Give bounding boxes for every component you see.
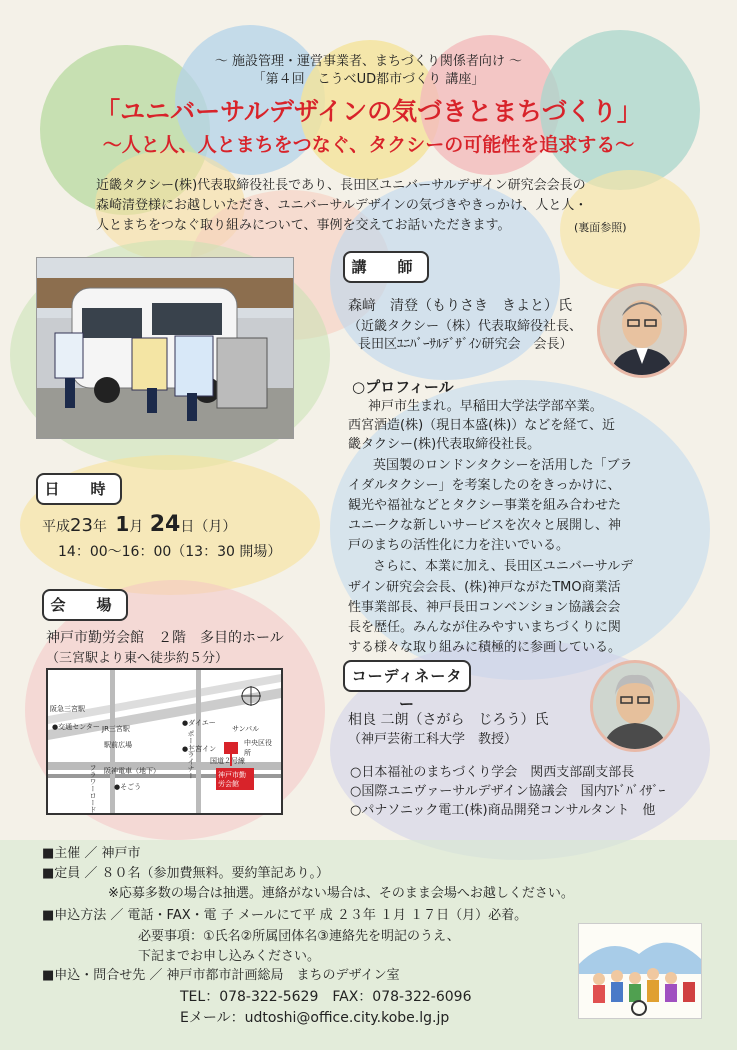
map-label-jr: JR三宮駅 xyxy=(102,725,130,733)
coordinator-label: コーディネーター xyxy=(343,660,471,692)
map-label-kotsu: ●交通センター xyxy=(52,723,100,731)
map-label-hankyu: 阪急三宮駅 xyxy=(50,705,85,713)
profile-line: ザイン研究会会長、(株)神戸ながたTMO商業活 xyxy=(348,580,621,595)
lecturer-portrait xyxy=(597,283,687,378)
footer-capacity-note: ※応募多数の場合は抽選。連絡がない場合は、そのまま会場へお越しください。 xyxy=(108,886,574,901)
date-month: 1 xyxy=(115,512,130,536)
profile-heading: ○プロフィール xyxy=(352,378,454,396)
map-label-sunpal: サンパル xyxy=(232,725,260,733)
footer-capacity: ■定員 ／ ８０名（参加費無料。要約筆記あり。） xyxy=(42,866,330,881)
coordinator-role: （神戸芸術工科大学 教授） xyxy=(348,732,518,747)
coordinator-title: ○日本福祉のまちづくり学会 関西支部副支部長 xyxy=(350,765,635,780)
venue-label: 会 場 xyxy=(42,589,128,621)
lecturer-role-1: （近畿タクシー（株）代表取締役社長、 xyxy=(348,319,583,334)
date-line xyxy=(42,512,236,537)
coordinator-title: ○パナソニック電工(株)商品開発コンサルタント 他 xyxy=(350,803,656,818)
date-nen: 年 xyxy=(92,519,107,535)
footer-apply-note-1: 必要事項：①氏名②所属団体名③連絡先を明記のうえ、 xyxy=(138,929,460,944)
profile-line: 性事業部長、神戸長田コンベンション協議会会 xyxy=(348,600,621,615)
map-label-hanshin: 阪神電車（地下） xyxy=(104,767,160,775)
footer-apply-note-2: 下記までお申し込みください。 xyxy=(138,949,321,964)
profile-line: さらに、本業に加え、長田区ユニバーサルデ xyxy=(373,559,634,574)
profile-line: イダルタクシー」を考案したのをきっかけに、 xyxy=(348,478,621,493)
intro-line-1: 近畿タクシー(株)代表取締役社長であり、長田区ユニバーサルデザイン研究会会長の xyxy=(96,178,586,193)
coordinator-portrait-illustration xyxy=(593,663,677,749)
profile-line: 西宮酒造(株)（現日本盛(株)）などを経て、近 xyxy=(348,418,616,433)
date-weekday: （月） xyxy=(194,519,237,535)
profile-line: 神戸市生まれ。早稲田大学法学部卒業。 xyxy=(368,399,603,414)
footer-apply: ■申込方法 ／ 電話・FAX・電 子 メールにて平 成 ２３年 １月 １７日（月）必着。 xyxy=(42,908,528,923)
map-label-sogo: ●そごう xyxy=(114,783,142,791)
profile-line: 戸のまちの活性化に力を注いでいる。 xyxy=(348,538,570,553)
venue-map xyxy=(46,668,283,815)
venue-name: 神戸市勤労会館 ２階 多目的ホール xyxy=(46,630,284,646)
map-label-venue: 神戸市勤労会館 xyxy=(218,771,246,788)
subtitle: ～人と人、人とまちをつなぐ、タクシーの可能性を追求する～ xyxy=(102,134,635,156)
date-label: 日 時 xyxy=(36,473,122,505)
date-year: 23 xyxy=(70,515,93,536)
profile-line: 長を歴任。みんなが住みやすいまちづくりに関 xyxy=(348,620,621,635)
profile-line: 英国製のロンドンタクシーを活用した「ブラ xyxy=(373,458,633,473)
footer-tel: TEL：078-322-5629 FAX：078-322-6096 xyxy=(180,989,472,1005)
intro-line-3: 人とまちをつなぐ取り組みについて、事例を交えてお話いただきます。 xyxy=(96,218,511,233)
map-label-station-sq: 駅前広場 xyxy=(104,741,132,749)
map-label-ward: 中央区役所 xyxy=(244,739,272,757)
intro-line-2: 森崎清登様にお越しいただき、ユニバーサルデザインの気づきやきっかけ、人と人・ xyxy=(96,198,588,213)
lecturer-label: 講 師 xyxy=(343,251,429,283)
profile-line: ユニークな新しいサービスを次々と展開し、神 xyxy=(348,518,622,533)
map-label-sannomiya-in: ●三宮イン xyxy=(182,745,217,753)
taxi-photo xyxy=(36,257,294,439)
date-era: 平成 xyxy=(42,519,70,535)
people-illustration-drawing xyxy=(579,924,701,1018)
venue-access: （三宮駅より東へ徒歩約５分） xyxy=(46,651,229,666)
people-illustration xyxy=(578,923,702,1019)
header-tagline: ～ 施設管理・運営事業者、まちづくり関係者向け ～ xyxy=(214,54,523,69)
taxi-photo-illustration xyxy=(37,258,294,439)
intro-note: (裏面参照) xyxy=(574,221,627,234)
footer-email: Eメール：udtoshi@office.city.kobe.lg.jp xyxy=(180,1010,450,1026)
footer-contact: ■申込・問合せ先 ／ 神戸市都市計画総局 まちのデザイン室 xyxy=(42,968,400,983)
profile-line: する様々な取り組みに積極的に参画している。 xyxy=(348,640,622,655)
date-day: 24 xyxy=(149,512,181,537)
lecturer-role-2: 長田区ﾕﾆﾊﾞｰｻﾙﾃﾞｻﾞｲﾝ研究会 会長） xyxy=(358,337,573,352)
header-series: 「第４回 こうべUD都市づくり 講座」 xyxy=(252,72,485,87)
map-label-daiei: ●ダイエー xyxy=(182,719,216,727)
map-label-port: ポートライナー xyxy=(187,730,195,779)
map-label-route2: 国道２号線 xyxy=(210,757,245,765)
footer-organizer: ■主催 ／ 神戸市 xyxy=(42,846,141,861)
lecturer-portrait-illustration xyxy=(600,286,684,375)
main-title: 「ユニバーサルデザインの気づきとまちづくり」 xyxy=(95,97,642,126)
lecturer-name: 森﨑 清登（もりさき きよと）氏 xyxy=(348,298,572,314)
date-nichi: 日 xyxy=(180,519,195,535)
coordinator-name: 相良 二朗（さがら じろう）氏 xyxy=(348,712,549,728)
profile-line: 畿タクシー(株)代表取締役社長。 xyxy=(348,437,541,452)
map-label-flower: フラワーロード xyxy=(89,764,97,813)
date-tsuki: 月 xyxy=(129,519,144,535)
profile-line: 観光や福祉などとタクシー事業を組み合わせた xyxy=(348,498,622,513)
coordinator-title: ○国際ユニヴァーサルデザイン協議会 国内ｱﾄﾞﾊﾞｲｻﾞｰ xyxy=(350,784,666,799)
date-time: 14：00～16：00（13：30 開場） xyxy=(58,544,282,560)
coordinator-portrait xyxy=(590,660,680,752)
